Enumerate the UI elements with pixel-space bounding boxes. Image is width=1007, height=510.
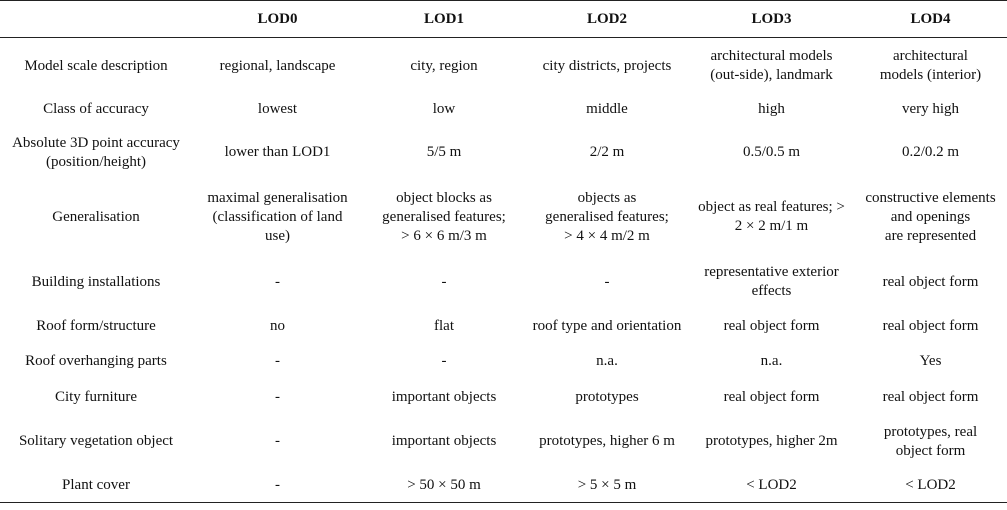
table-cell-lod4	[854, 38, 1007, 95]
table-cell-lod1	[363, 254, 525, 311]
cell-text: -	[441, 352, 447, 369]
table-cell-lod3	[689, 311, 854, 342]
cell-text: Plant cover	[62, 476, 130, 493]
cell-text: real object form	[723, 317, 820, 334]
table-cell-lod4	[854, 415, 1007, 469]
table-cell-lod1	[363, 381, 525, 415]
cell-text: -	[275, 433, 280, 449]
table-row	[0, 342, 1007, 381]
table-cell-lod3	[689, 342, 854, 381]
table-cell-lod4	[854, 254, 1007, 311]
table-cell-row-label	[0, 415, 192, 469]
table-cell-row-label	[0, 381, 192, 415]
table-cell-lod3	[689, 415, 854, 469]
table-cell-lod1	[363, 95, 525, 125]
cell-text: Building installations	[31, 273, 161, 290]
table-cell-lod2	[525, 38, 689, 95]
table-cell-row-label	[0, 125, 192, 181]
table-cell-lod4	[854, 181, 1007, 254]
table-cell-row-label	[0, 469, 192, 503]
header-cell-lod2: LOD2	[525, 1, 689, 38]
cell-text: Model scale description	[24, 57, 168, 74]
cell-text: n.a.	[760, 352, 783, 369]
cell-text: prototypes, real object form	[883, 423, 978, 459]
cell-text: 2/2 m	[589, 144, 625, 160]
table-cell-lod0	[192, 311, 363, 342]
cell-text: very high	[901, 101, 960, 117]
table-cell-lod4	[854, 95, 1007, 125]
cell-text: city, region	[410, 57, 478, 74]
table-cell-lod2	[525, 415, 689, 469]
cell-text: constructive elements and openings are represented	[865, 189, 996, 244]
table-row	[0, 95, 1007, 125]
header-cell-lod0: LOD0	[192, 1, 363, 38]
table-cell-lod1	[363, 311, 525, 342]
header-cell-lod4: LOD4	[854, 1, 1007, 38]
cell-text: real object form	[882, 389, 979, 405]
table-cell-lod0	[192, 95, 363, 125]
cell-text: -	[275, 389, 280, 405]
table-cell-lod0	[192, 415, 363, 469]
table-cell-lod2	[525, 181, 689, 254]
table-cell-lod3	[689, 125, 854, 181]
table-cell-row-label	[0, 254, 192, 311]
table-cell-row-label	[0, 38, 192, 95]
cell-text: -	[604, 273, 610, 290]
table-cell-lod0	[192, 181, 363, 254]
cell-text: roof type and orientation	[532, 317, 682, 334]
cell-text: < LOD2	[905, 476, 956, 493]
cell-text: objects as generalised features; > 4 × 4 m/2 m	[545, 189, 669, 244]
cell-text: City furniture	[54, 389, 138, 405]
cell-text: architectural models (out-side), landmark	[710, 48, 833, 84]
table-cell-lod2	[525, 381, 689, 415]
cell-text: low	[432, 101, 456, 117]
table-cell-lod4	[854, 342, 1007, 381]
table-cell-row-label	[0, 311, 192, 342]
cell-text: middle	[586, 101, 628, 117]
table-row	[0, 181, 1007, 254]
cell-text: < LOD2	[746, 476, 797, 493]
table-cell-lod3	[689, 181, 854, 254]
table-row	[0, 415, 1007, 469]
table-cell-lod1	[363, 415, 525, 469]
cell-text: 5/5 m	[426, 144, 462, 160]
header-cell-lod1: LOD1	[363, 1, 525, 38]
table-row	[0, 381, 1007, 415]
table-cell-lod4	[854, 469, 1007, 503]
cell-text: lower than LOD1	[224, 144, 331, 160]
cell-text: representative exterior effects	[704, 264, 839, 299]
cell-text: -	[275, 476, 280, 493]
table-cell-lod0	[192, 469, 363, 503]
table-cell-lod0	[192, 381, 363, 415]
header-row	[0, 1, 1007, 38]
table-row	[0, 311, 1007, 342]
table-cell-lod0	[192, 342, 363, 381]
cell-text: maximal generalisation (classification of land use)	[207, 189, 348, 244]
table-row	[0, 254, 1007, 311]
table-cell-lod2	[525, 342, 689, 381]
cell-text: high	[758, 101, 785, 117]
table-cell-lod1	[363, 38, 525, 95]
cell-text: Class of accuracy	[43, 101, 149, 117]
cell-text: > 50 × 50 m	[407, 476, 481, 493]
table-cell-lod1	[363, 342, 525, 381]
cell-text: Yes	[919, 352, 942, 369]
cell-text: Generalisation	[52, 208, 140, 225]
cell-text: > 5 × 5 m	[577, 476, 637, 493]
table-cell-lod2	[525, 311, 689, 342]
table-cell-lod2	[525, 254, 689, 311]
table-cell-lod2	[525, 95, 689, 125]
cell-text: 0.2/0.2 m	[901, 144, 960, 160]
cell-text: -	[441, 273, 447, 290]
table-cell-lod1	[363, 469, 525, 503]
cell-text: important objects	[391, 389, 497, 405]
table-cell-lod3	[689, 469, 854, 503]
cell-text: -	[275, 273, 280, 290]
table-cell-lod0	[192, 125, 363, 181]
cell-text: prototypes, higher 2m	[705, 433, 838, 449]
cell-text: Roof overhanging parts	[25, 352, 167, 369]
cell-text: flat	[434, 317, 454, 334]
header-cell-corner	[0, 1, 192, 38]
table-row	[0, 38, 1007, 95]
table-cell-row-label	[0, 181, 192, 254]
table-cell-row-label	[0, 95, 192, 125]
cell-text: object blocks as generalised features; > 6 × 6 m/3 m	[382, 189, 506, 244]
cell-text: city districts, projects	[542, 57, 672, 74]
table-cell-lod2	[525, 469, 689, 503]
table-cell-lod0	[192, 254, 363, 311]
cell-text: 0.5/0.5 m	[742, 144, 801, 160]
cell-text: prototypes	[575, 389, 639, 405]
cell-text: no	[270, 317, 285, 334]
table-cell-lod3	[689, 254, 854, 311]
cell-text: real object form	[723, 389, 820, 405]
cell-text: regional, landscape	[219, 57, 336, 74]
table-cell-lod4	[854, 381, 1007, 415]
cell-text: Roof form/structure	[36, 317, 156, 334]
table-cell-lod2	[525, 125, 689, 181]
table-cell-row-label	[0, 342, 192, 381]
table-cell-lod4	[854, 125, 1007, 181]
header-cell-lod3: LOD3	[689, 1, 854, 38]
cell-text: real object form	[882, 317, 979, 334]
cell-text: -	[275, 352, 280, 369]
table-row	[0, 125, 1007, 181]
cell-text: Solitary vegetation object	[18, 433, 174, 449]
table-row	[0, 469, 1007, 503]
cell-text: n.a.	[596, 352, 618, 369]
cell-text: architectural models (interior)	[879, 48, 982, 84]
cell-text: important objects	[391, 433, 497, 449]
table-cell-lod4	[854, 311, 1007, 342]
table-cell-lod3	[689, 38, 854, 95]
cell-text: real object form	[882, 273, 979, 290]
table-cell-lod3	[689, 95, 854, 125]
table-cell-lod1	[363, 125, 525, 181]
cell-text: prototypes, higher 6 m	[539, 433, 675, 449]
cell-text: Absolute 3D point accuracy (position/height)	[12, 134, 180, 170]
table-cell-lod1	[363, 181, 525, 254]
cell-text: object as real features; > 2 × 2 m/1 m	[698, 199, 845, 234]
table-cell-lod0	[192, 38, 363, 95]
table-cell-lod3	[689, 381, 854, 415]
cell-text: lowest	[257, 101, 298, 117]
